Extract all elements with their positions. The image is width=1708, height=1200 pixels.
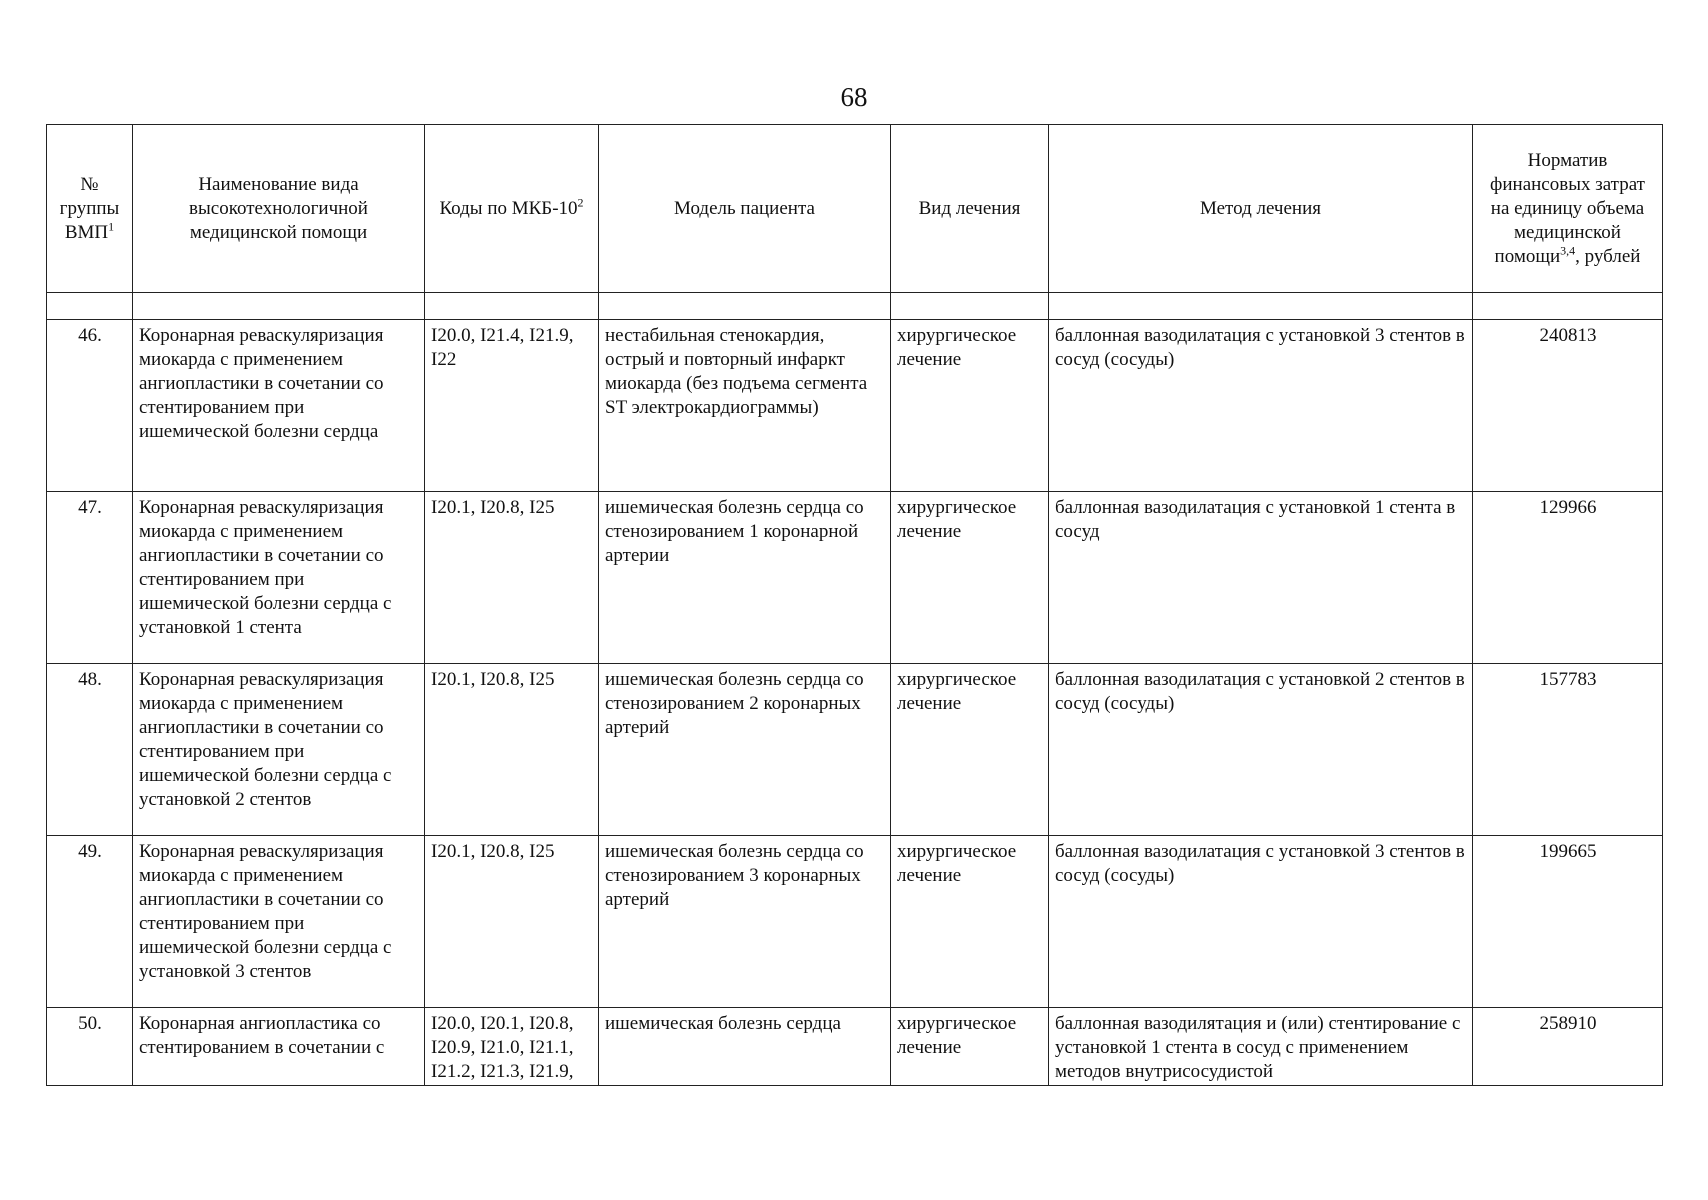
row-cost: 157783 [1473, 664, 1663, 836]
header-name: Наименование вида высокотехнологичной медицинской помощи [133, 125, 425, 293]
row-number: 47. [47, 492, 133, 664]
table-header-row [47, 125, 1663, 293]
row-number: 50. [47, 1008, 133, 1086]
row-codes: I20.0, I20.1, I20.8, I20.9, I21.0, I21.1, I21.2, I21.3, I21.9, [425, 1008, 599, 1086]
row-treatment-type: хирургическое лечение [891, 1008, 1049, 1086]
row-model: ишемическая болезнь сердца со стенозированием 2 коронарных артерий [599, 664, 891, 836]
row-method: баллонная вазодилатация с установкой 3 стентов в сосуд (сосуды) [1049, 836, 1473, 1008]
header-model: Модель пациента [599, 125, 891, 293]
row-name: Коронарная реваскуляризация миокарда с применением ангиопластики в сочетании со стентированием при ишемической болезни сердца с установкой 2 стентов [133, 664, 425, 836]
vmp-table [46, 124, 1663, 1086]
row-name: Коронарная ангиопластика со стентированием в сочетании с [133, 1008, 425, 1086]
table-row [47, 492, 1663, 664]
row-model: ишемическая болезнь сердца со стенозированием 1 коронарной артерии [599, 492, 891, 664]
row-model: ишемическая болезнь сердца со стенозированием 3 коронарных артерий [599, 836, 891, 1008]
row-method: баллонная вазодилатация с установкой 3 стентов в сосуд (сосуды) [1049, 320, 1473, 492]
row-codes: I20.1, I20.8, I25 [425, 664, 599, 836]
row-cost: 129966 [1473, 492, 1663, 664]
row-treatment-type: хирургическое лечение [891, 664, 1049, 836]
row-cost: 240813 [1473, 320, 1663, 492]
row-treatment-type: хирургическое лечение [891, 492, 1049, 664]
header-method: Метод лечения [1049, 125, 1473, 293]
row-model: нестабильная стенокардия, острый и повторный инфаркт миокарда (без подъема сегмента ST электрокардиограммы) [599, 320, 891, 492]
table-row [47, 836, 1663, 1008]
row-treatment-type: хирургическое лечение [891, 836, 1049, 1008]
row-name: Коронарная реваскуляризация миокарда с применением ангиопластики в сочетании со стентированием при ишемической болезни сердца [133, 320, 425, 492]
row-name: Коронарная реваскуляризация миокарда с применением ангиопластики в сочетании со стентированием при ишемической болезни сердца с установкой 3 стентов [133, 836, 425, 1008]
row-name: Коронарная реваскуляризация миокарда с применением ангиопластики в сочетании со стентированием при ишемической болезни сердца с установкой 1 стента [133, 492, 425, 664]
row-treatment-type: хирургическое лечение [891, 320, 1049, 492]
row-model: ишемическая болезнь сердца [599, 1008, 891, 1086]
header-group-no: № группы ВМП$^1$ [47, 125, 133, 293]
spacer-row [47, 293, 1663, 320]
row-method: баллонная вазодилатация с установкой 2 стентов в сосуд (сосуды) [1049, 664, 1473, 836]
header-treatment-type: Вид лечения [891, 125, 1049, 293]
row-number: 48. [47, 664, 133, 836]
header-cost: Норматив финансовых затрат на единицу объема медицинской помощи$^{3,4}$, рублей [1473, 125, 1663, 293]
row-method: баллонная вазодилатация с установкой 1 стента в сосуд [1049, 492, 1473, 664]
row-number: 46. [47, 320, 133, 492]
row-codes: I20.1, I20.8, I25 [425, 492, 599, 664]
header-codes: Коды по МКБ-$10^2$ [425, 125, 599, 293]
table-row [47, 320, 1663, 492]
table-row [47, 664, 1663, 836]
row-codes: I20.0, I21.4, I21.9, I22 [425, 320, 599, 492]
row-cost: 199665 [1473, 836, 1663, 1008]
row-codes: I20.1, I20.8, I25 [425, 836, 599, 1008]
row-cost: 258910 [1473, 1008, 1663, 1086]
row-method: баллонная вазодилятация и (или) стентирование с установкой 1 стента в сосуд с применением методов внутрисосудистой [1049, 1008, 1473, 1086]
table-row [47, 1008, 1663, 1086]
row-number: 49. [47, 836, 133, 1008]
page-number: 68 [840, 82, 868, 112]
